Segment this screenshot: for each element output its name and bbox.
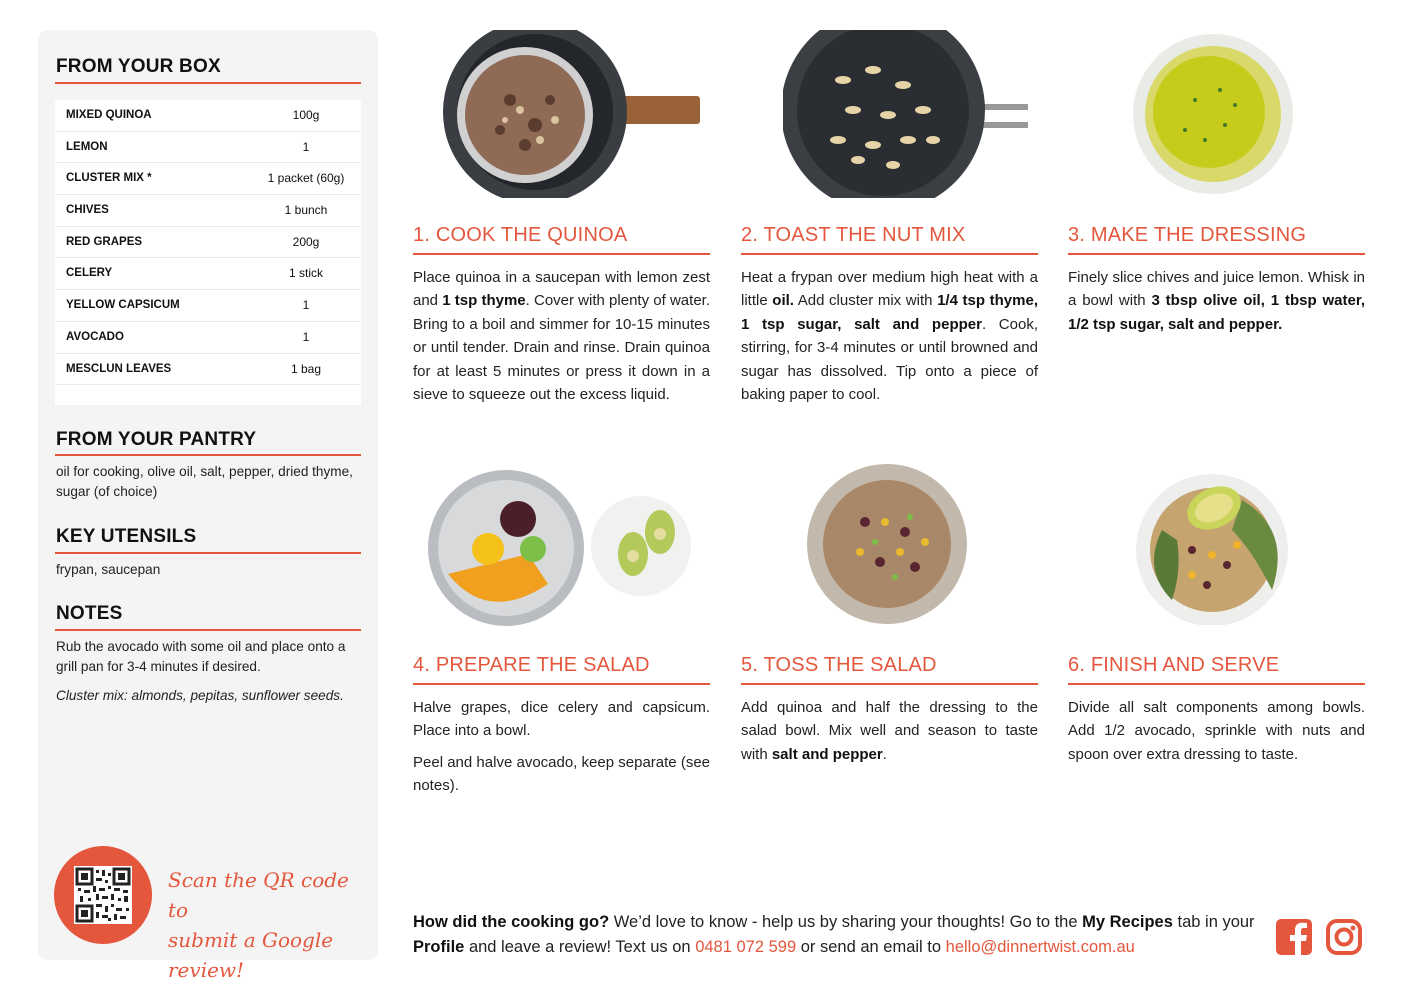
utensils-rule [55,552,361,554]
step-2-body [741,266,1038,414]
step-2-title: 2. TOAST THE NUT MIX [741,224,966,246]
step-paragraph [1068,266,1365,336]
qr-caption [168,865,368,985]
bold-text: 3 tbsp olive oil, 1 tbsp water, 1/2 tsp sugar, salt and pepper. [1068,292,1365,333]
ingredient-qty: 200g [292,234,320,249]
ingredient-qty: 1 bag [290,361,322,376]
facebook-icon[interactable] [1275,918,1313,956]
qr-code-icon[interactable] [74,866,132,924]
notes-text: Rub the avocado with some oil and place onto a grill pan for 3-4 minutes if desired. [56,639,346,674]
text-run: . [882,745,887,763]
step-paragraph [413,266,710,406]
ingredient-qty: 1 [302,139,310,154]
text-run: . Cover with plenty of water. Bring to a boil and simmer for 10-15 minutes or until tender. Drain and rinse. Drain quinoa for at least 5 minutes or press it down in a sieve to squeeze out the excess liquid. [413,292,710,404]
text-run: Finely slice chives and juice lemon. Whisk in a bowl with [1068,269,1365,310]
ingredient-qty: 1 [302,329,310,344]
step-4-rule [413,683,710,685]
step-5-photo [805,462,970,627]
phone-link[interactable]: 0481 072 599 [695,938,797,956]
text-run: Divide all salt components among bowls. Add 1/2 avocado, sprinkle with nuts and spoon over extra dressing to taste. [1068,699,1365,763]
step-3-rule [1068,253,1365,255]
ingredient-row [55,290,361,322]
text-run: Heat a frypan over medium high heat with a little [741,269,1038,310]
ingredient-row [55,195,361,227]
footer-text-4: or send an email to [796,938,946,956]
qr-caption-line-2: submit a Google review! [168,928,334,982]
step-5-body [741,696,1038,774]
ingredient-qty: 1 packet (60g) [267,171,345,186]
text-run: Add cluster mix with [793,292,938,310]
ingredient-name: MIXED QUINOA [66,109,152,121]
step-1-title: 1. COOK THE QUINOA [413,224,628,246]
step-paragraph [741,266,1038,406]
box-title-rule [55,82,361,84]
step-3-title: 3. MAKE THE DRESSING [1068,224,1307,246]
text-run: Add quinoa and half the dressing to the salad bowl. Mix well and season to taste with [741,699,1038,763]
step-5-title: 5. TOSS THE SALAD [741,654,937,676]
step-1-photo [440,30,705,198]
ingredient-name: RED GRAPES [66,235,143,248]
step-4-photo [428,464,696,629]
ingredient-qty: 1 [302,298,310,313]
pantry-rule [55,454,361,456]
ingredient-row [55,322,361,354]
utensils-title: KEY UTENSILS [56,526,197,547]
pantry-title: FROM YOUR PANTRY [56,429,257,450]
pantry-text: oil for cooking, olive oil, salt, pepper, dried thyme, sugar (of choice) [56,464,353,499]
step-4-body [413,696,710,806]
bold-text: oil. [772,292,794,310]
ingredient-name: LEMON [66,140,108,153]
ingredient-qty: 1 stick [288,266,323,281]
qr-code-badge[interactable] [54,846,152,944]
review-footer [413,910,1263,960]
ingredient-row [55,258,361,290]
text-run: . Cook, stirring, for 3-4 minutes or until browned and sugar has dissolved. Tip onto a piece of baking paper to cool. [741,315,1038,404]
step-paragraph [413,696,710,743]
step-6-title: 6. FINISH AND SERVE [1068,654,1280,676]
email-link[interactable]: hello@dinnertwist.com.au [945,938,1135,956]
ingredient-row [55,132,361,164]
ingredient-qty: 1 bunch [284,203,328,218]
step-paragraph [413,751,710,798]
step-paragraph [1068,696,1365,766]
footer-my-recipes: My Recipes [1082,913,1173,931]
utensils-text: frypan, saucepan [56,562,161,577]
bold-text: 1/4 tsp thyme, 1 tsp sugar, salt and pepper [741,292,1038,333]
step-1-rule [413,253,710,255]
footer-profile: Profile [413,938,465,956]
step-1-body [413,266,710,414]
ingredient-qty: 100g [292,108,320,122]
ingredient-row [55,227,361,259]
ingredients-sidebar [38,30,378,982]
qr-caption-line-1: Scan the QR code to [168,868,349,922]
step-2-photo [783,30,1033,198]
footer-text-2: tab in your [1172,913,1255,931]
footer-text-1: We’d love to know - help us by sharing your thoughts! Go to the [609,913,1083,931]
footer-question: How did the cooking go? [413,913,610,931]
ingredient-name: MESCLUN LEAVES [66,362,172,375]
step-3-photo [1125,30,1305,198]
step-3-body [1068,266,1365,344]
step-6-body [1068,696,1365,774]
instagram-icon[interactable] [1325,918,1363,956]
ingredient-name: AVOCADO [66,330,124,343]
text-run: Halve grapes, dice celery and capsicum. Place into a bowl. [413,699,710,740]
ingredient-name: CLUSTER MIX * [66,172,152,185]
ingredient-row [55,100,361,132]
step-2-rule [741,253,1038,255]
ingredient-name: CELERY [66,267,113,280]
bold-text: salt and pepper [771,745,883,763]
notes-rule [55,629,361,631]
step-5-rule [741,683,1038,685]
step-6-rule [1068,683,1365,685]
step-paragraph [741,696,1038,766]
step-4-title: 4. PREPARE THE SALAD [413,654,650,676]
bold-text: 1 tsp thyme [442,292,526,310]
ingredient-name: CHIVES [66,204,109,217]
footer-text-3: and leave a review! Text us on [464,938,696,956]
step-6-photo [1132,470,1294,625]
box-title: FROM YOUR BOX [56,56,221,77]
notes-title: NOTES [56,603,123,624]
notes-italic-text: Cluster mix: almonds, pepitas, sunflower seeds. [56,688,344,703]
ingredient-row [55,354,361,386]
ingredient-name: YELLOW CAPSICUM [66,299,180,312]
text-run: Peel and halve avocado, keep separate (see notes). [413,753,710,795]
text-run: Place quinoa in a saucepan with lemon zest and [413,269,710,310]
ingredient-row [55,163,361,195]
ingredients-table [55,100,361,405]
